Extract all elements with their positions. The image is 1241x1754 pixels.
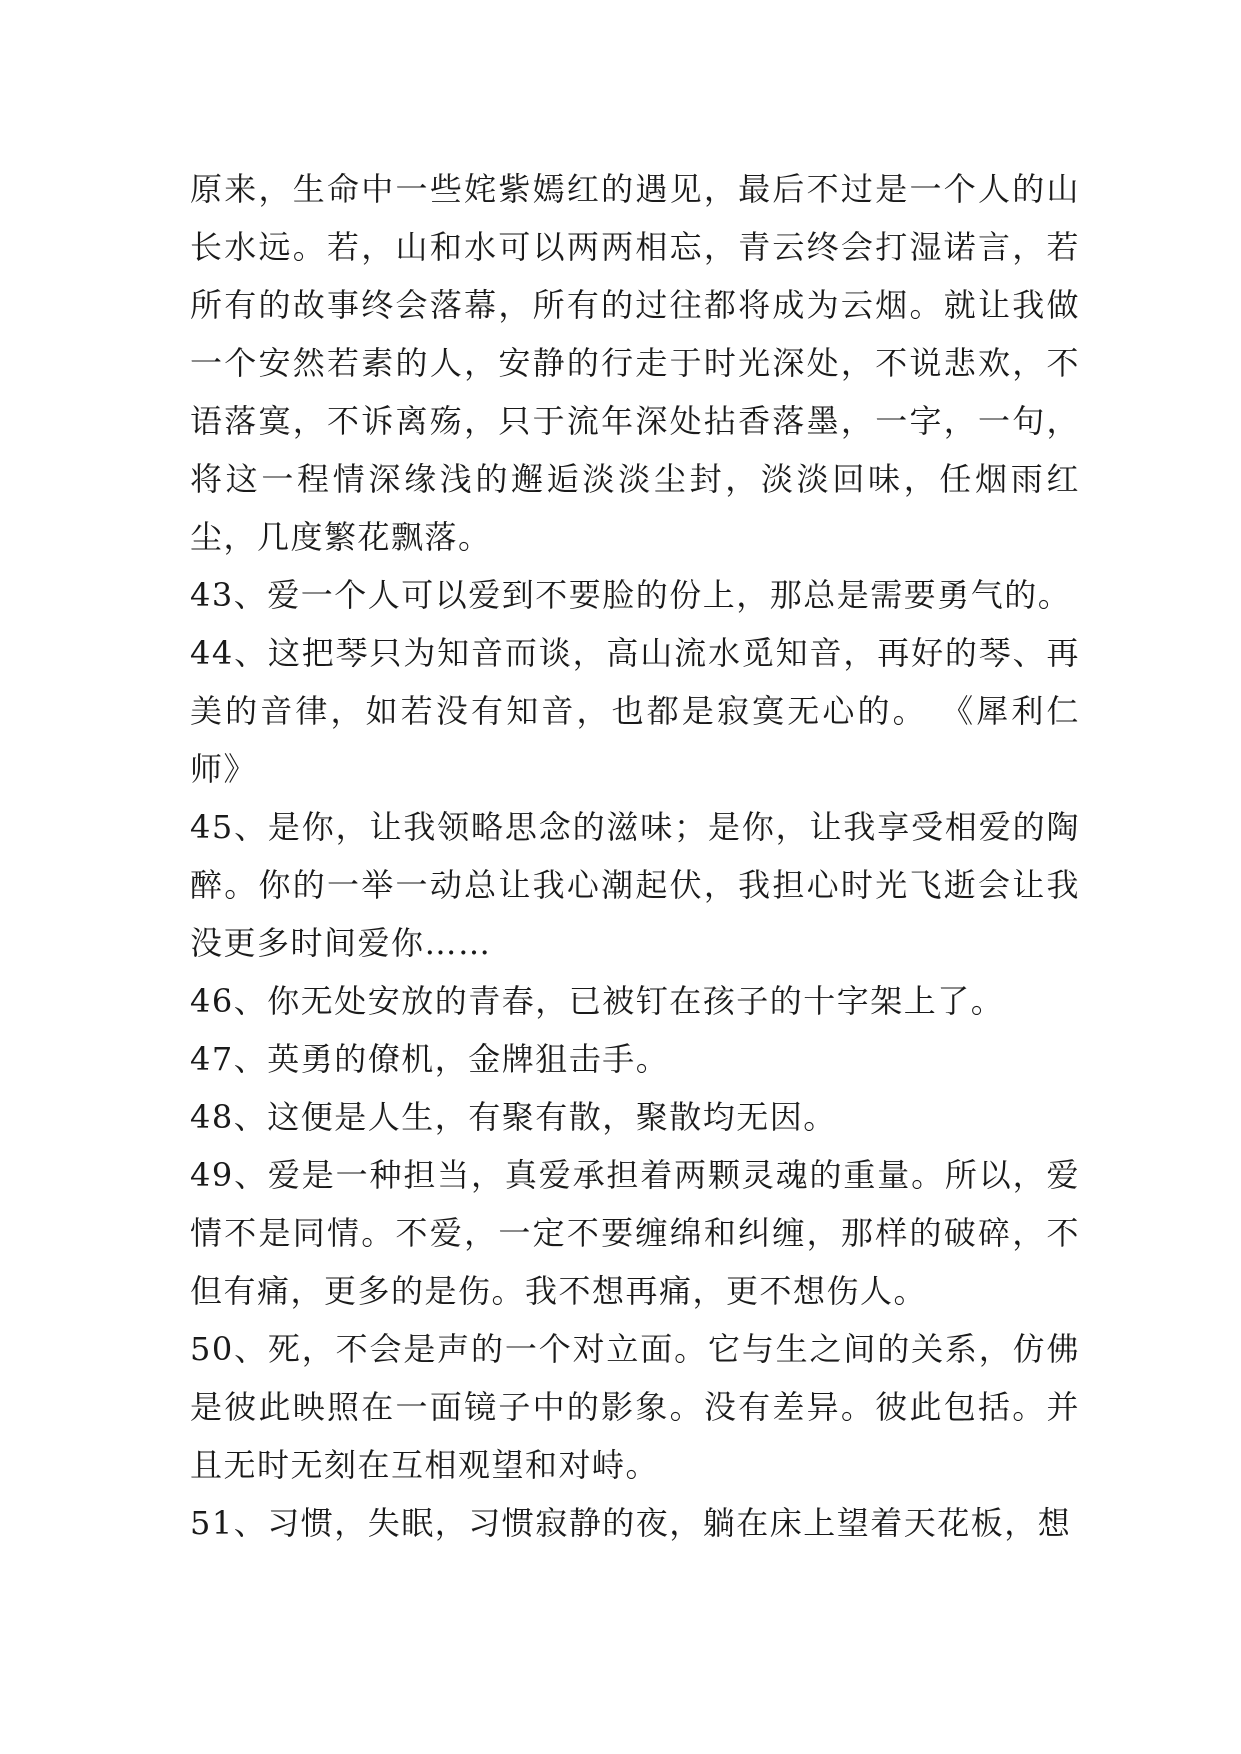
- paragraph-47: 47、英勇的僚机，金牌狙击手。: [190, 1040, 670, 1078]
- paragraph-intro: 原来，生命中一些姹紫嫣红的遇见，最后不过是一个人的山长水远。若，山和水可以两两相忘，青云终会打湿诺言，若所有的故事终会落幕，所有的过往都将成为云烟。就让我做一个安然若素的人，安静的行走于时光深处，不说悲欢，不语落寞，不诉离殇，只于流年深处拈香落墨，一字，一句，将这一程情深缘浅的邂逅淡淡尘封，淡淡回味，任烟雨红尘，几度繁花飘落。: [190, 170, 1080, 556]
- paragraph-43: 43、爱一个人可以爱到不要脸的份上，那总是需要勇气的。: [190, 576, 1072, 614]
- paragraph-45: 45、是你，让我领略思念的滋味；是你，让我享受相爱的陶醉。你的一举一动总让我心潮起伏，我担心时光飞逝会让我没更多时间爱你……: [190, 808, 1080, 962]
- paragraph-49: 49、爱是一种担当，真爱承担着两颗灵魂的重量。所以，爱情不是同情。不爱，一定不要缠绵和纠缠，那样的破碎，不但有痛，更多的是伤。我不想再痛，更不想伤人。: [190, 1156, 1080, 1310]
- paragraph-50: 50、死，不会是声的一个对立面。它与生之间的关系，仿佛是彼此映照在一面镜子中的影象。没有差异。彼此包括。并且无时无刻在互相观望和对峙。: [190, 1330, 1080, 1484]
- paragraph-51: 51、习惯，失眠，习惯寂静的夜，躺在床上望着天花板，想: [190, 1504, 1072, 1542]
- paragraph-44: 44、这把琴只为知音而谈，高山流水觅知音，再好的琴、再美的音律，如若没有知音，也都是寂寞无心的。 《犀利仁师》: [190, 634, 1080, 788]
- document-body: [190, 160, 1080, 1552]
- paragraph-46: 46、你无处安放的青春，已被钉在孩子的十字架上了。: [190, 982, 1005, 1020]
- paragraph-48: 48、这便是人生，有聚有散，聚散均无因。: [190, 1098, 837, 1136]
